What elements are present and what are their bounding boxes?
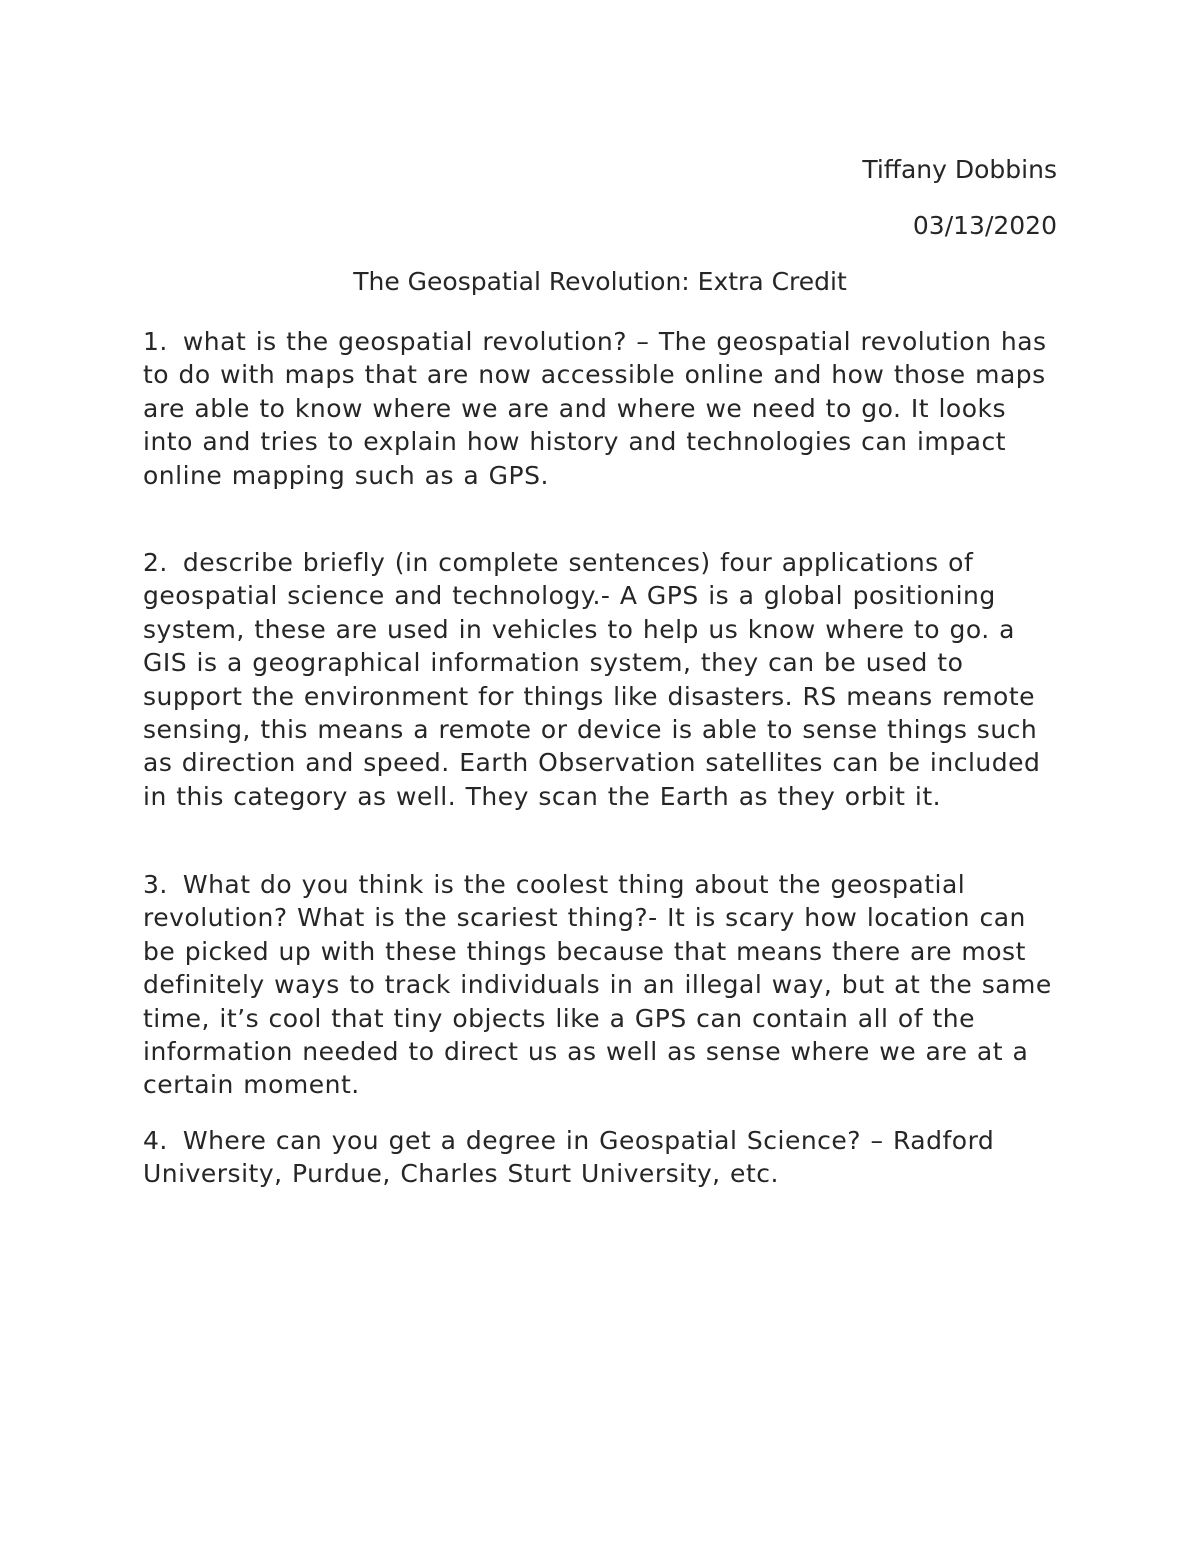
question-3	[143, 868, 1061, 1102]
document-title: The Geospatial Revolution: Extra Credit	[353, 267, 847, 296]
question-4	[143, 1124, 1061, 1191]
question-number: 2.	[143, 548, 168, 577]
question-text: describe briefly (in complete sentences) four applications of geospatial science and technology.- A GPS is a global positioning system, these are used in vehicles to help us know where to go. a GIS is a geographical information system, they can be used to support the environment for things like disasters. RS means remote sensing, this means a remote or device is able to sense things such as direction and speed. Earth Observation satellites can be included in this category as well. They scan the Earth as they orbit it.	[143, 548, 1041, 811]
question-text: What do you think is the coolest thing about the geospatial revolution? What is the scariest thing?- It is scary how location can be picked up with these things because that means there are most definitely ways to track individuals in an illegal way, but at the same time, it’s cool that tiny objects like a GPS can contain all of the information needed to direct us as well as sense where we are at a certain moment.	[143, 870, 1052, 1100]
question-text: what is the geospatial revolution? – The geospatial revolution has to do with maps that are now accessible online and how those maps are able to know where we are and where we need to go. It looks into and tries to explain how history and technologies can impact online mapping such as a GPS.	[143, 327, 1047, 490]
question-number: 4.	[143, 1126, 168, 1155]
question-text: Where can you get a degree in Geospatial Science? – Radford University, Purdue, Charles Sturt University, etc.	[143, 1126, 995, 1189]
question-number: 1.	[143, 327, 168, 356]
question-1	[143, 325, 1061, 492]
question-number: 3.	[143, 870, 168, 899]
question-2	[143, 546, 1061, 813]
author-name: Tiffany Dobbins	[862, 155, 1057, 184]
document-date: 03/13/2020	[912, 211, 1057, 240]
